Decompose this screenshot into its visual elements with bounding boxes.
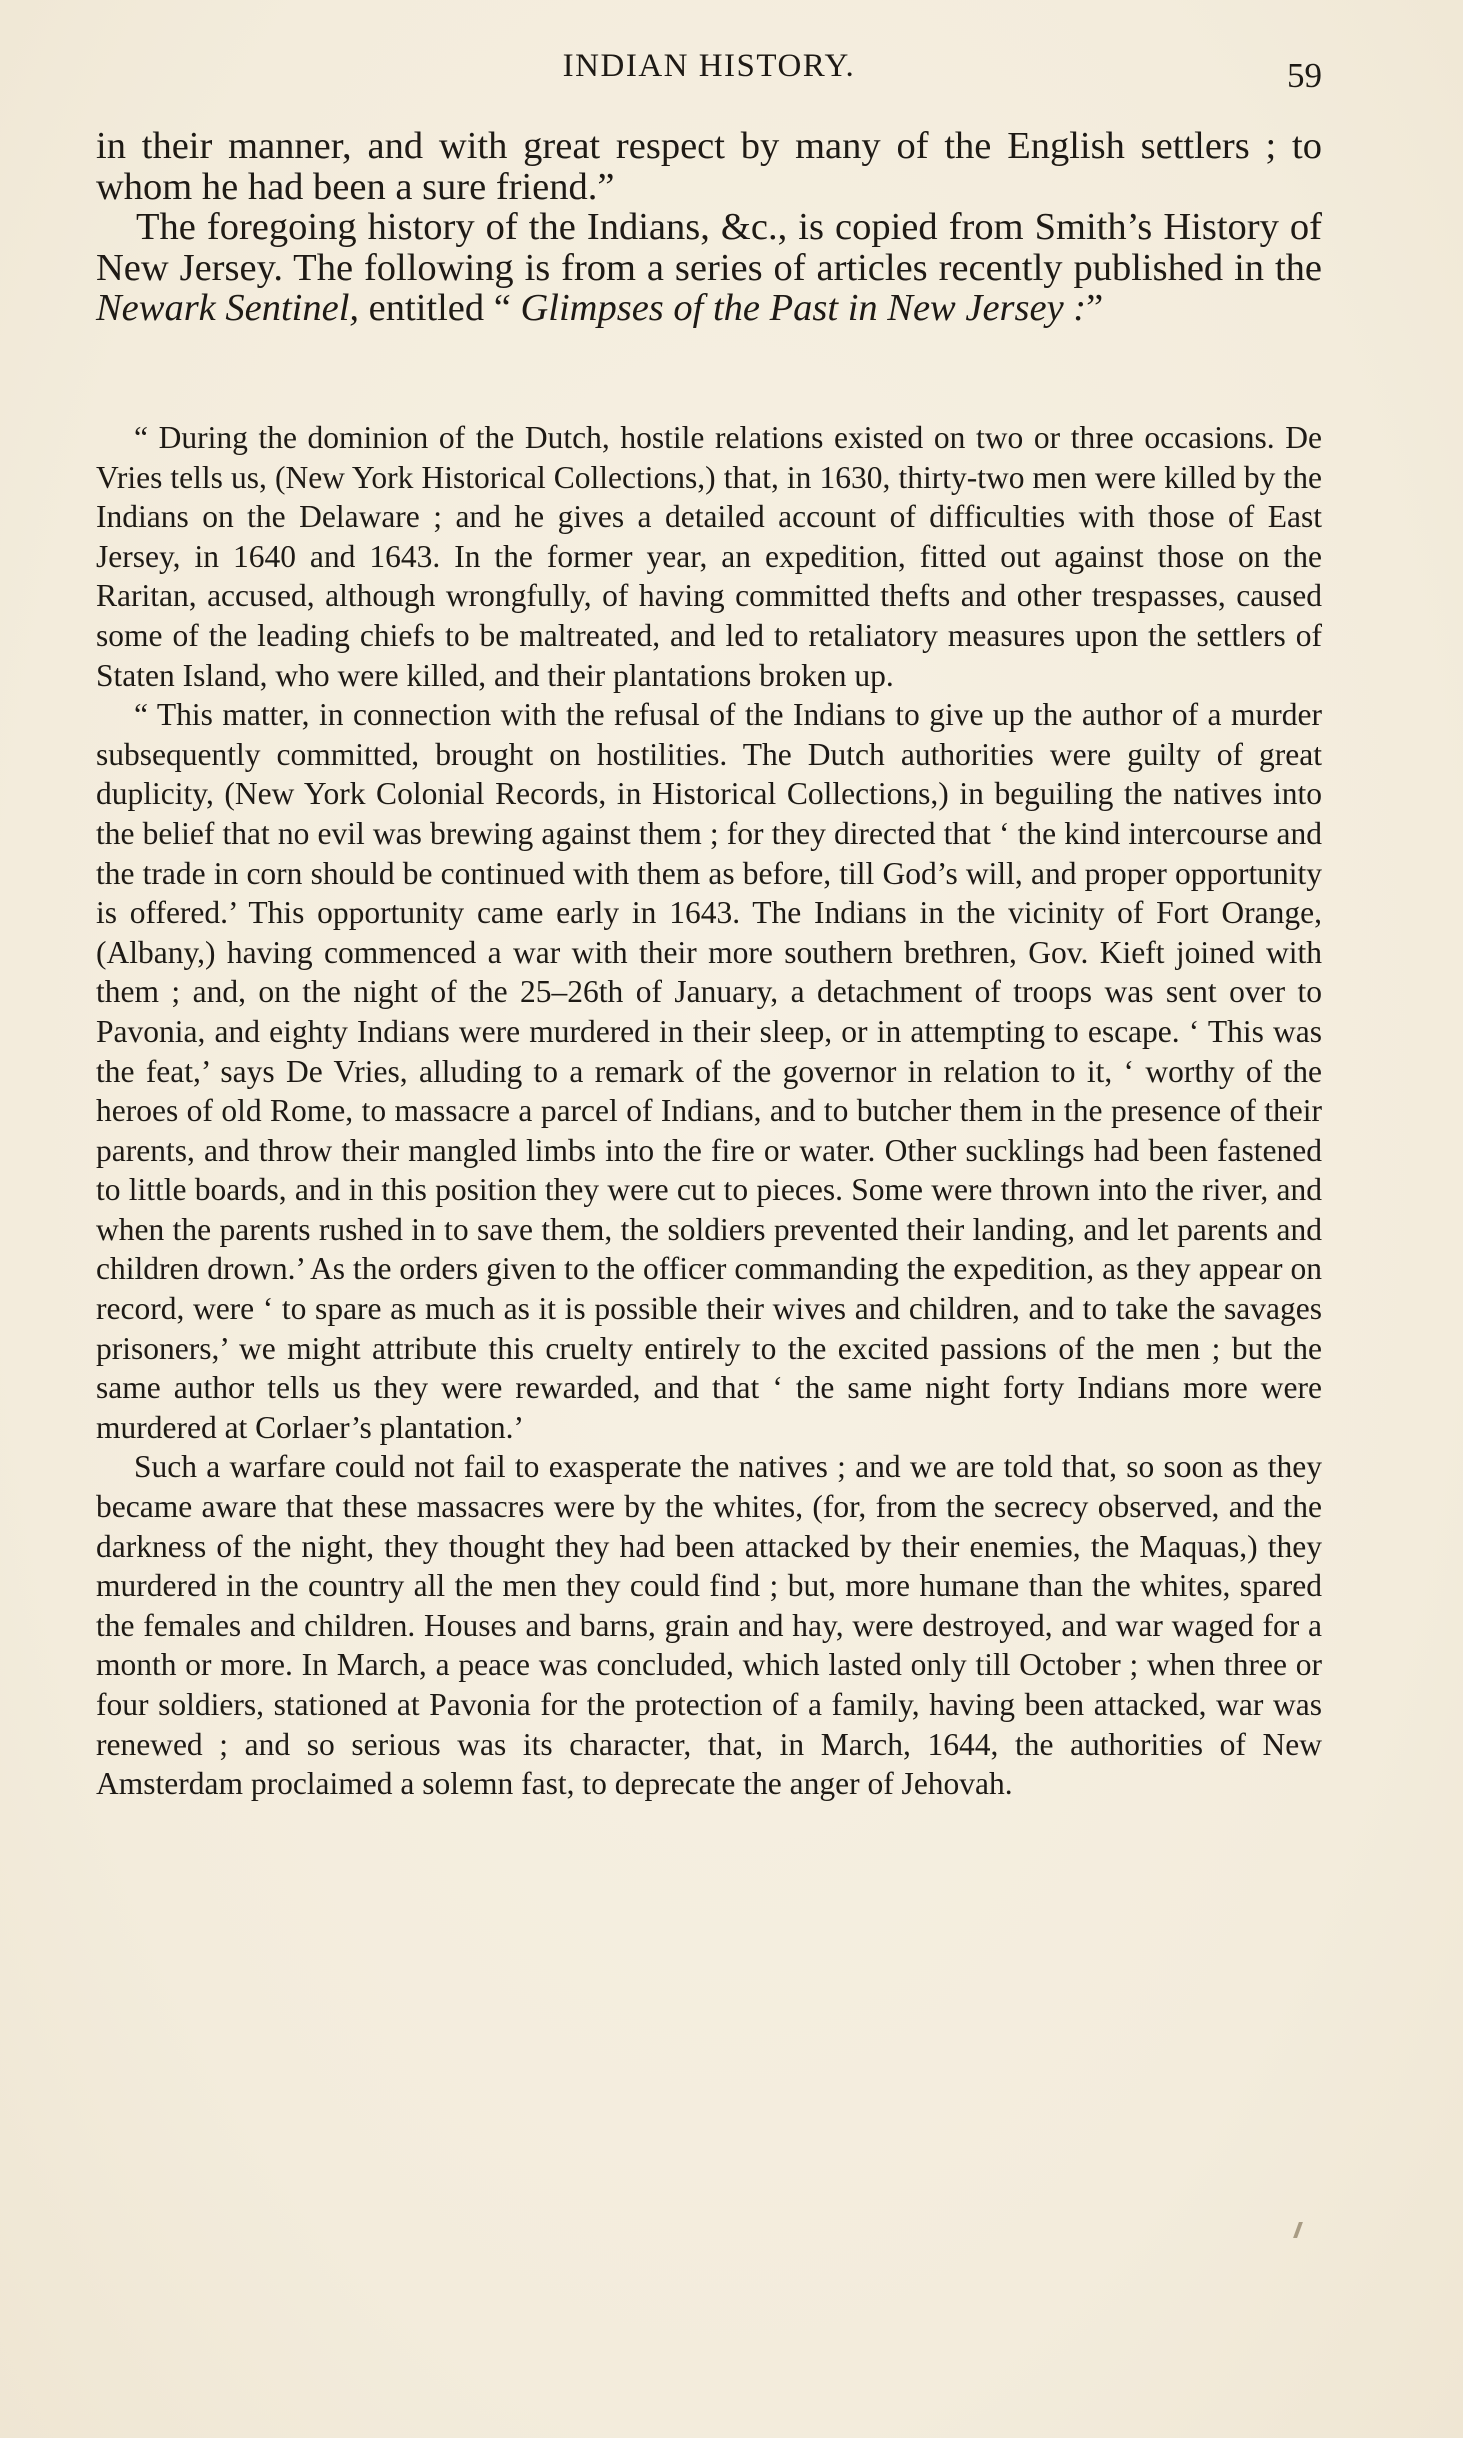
running-head: INDIAN HISTORY.: [562, 48, 856, 84]
intro-paragraph-1: in their manner, and with great respect by many of the English settlers ; to whom he had been a sure friend.”: [96, 125, 1322, 208]
quote-paragraph-1: “ During the dominion of the Dutch, hostile relations existed on two or three occasions. De Vries tells us, (New York Historical Collections,) that, in 1630, thirty-two men were killed by the Indians on the Delaware ; and he gives a detailed account of difficulties with those of East Jersey, in 1640 and 1643. In the former year, an expedition, fitted out against those on the Raritan, accused, although wrongfully, of having committed thefts and other trespasses, caused some of the leading chiefs to be maltreated, and led to retaliatory measures upon the settlers of Staten Island, who were killed, and their plantations broken up.: [96, 420, 1322, 693]
quoted-extract: [96, 418, 1322, 1804]
intro-paragraph-2: [96, 207, 1322, 329]
stray-ink-mark: [1293, 2222, 1303, 2238]
page-header: [96, 48, 1322, 95]
publication-title: Newark Sentinel,: [96, 287, 360, 329]
intro-text: [96, 126, 1322, 329]
intro-p2-text-b: entitled “: [359, 287, 521, 329]
page-number: 59: [1287, 56, 1322, 95]
article-series-title: Glimpses of the Past in New Jersey :: [520, 287, 1087, 329]
quote-paragraph-2: “ This matter, in connection with the refusal of the Indians to give up the author of a murder subsequently committed, brought on hostilities. The Dutch authorities were guilty of great duplicity, (New York Colonial Records, in Historical Collections,) in beguiling the natives into the belief that no evil was brewing against them ; for they directed that ‘ the kind intercourse and the trade in corn should be continued with them as before, till God’s will, and proper opportunity is offered.’ This opportunity came early in 1643. The Indians in the vicinity of Fort Orange, (Albany,) having commenced a war with their more southern brethren, Gov. Kieft joined with them ; and, on the night of the 25–26th of January, a detachment of troops was sent over to Pavonia, and eighty Indians were murdered in their sleep, or in attempting to escape. ‘ This was the feat,’ says De Vries, alluding to a remark of the governor in relation to it, ‘ worthy of the heroes of old Rome, to massacre a parcel of Indians, and to butcher them in the presence of their parents, and throw their mangled limbs into the fire or water. Other sucklings had been fastened to little boards, and in this position they were cut to pieces. Some were thrown into the river, and when the parents rushed in to save them, the soldiers prevented their landing, and let parents and children drown.’ As the orders given to the officer commanding the expedition, as they appear on record, were ‘ to spare as much as it is possible their wives and children, and to take the savages prisoners,’ we might attribute this cruelty entirely to the excited passions of the men ; but the same author tells us they were rewarded, and that ‘ the same night forty Indians more were murdered at Corlaer’s plantation.’: [96, 697, 1322, 1445]
quote-paragraph-3: Such a warfare could not fail to exasperate the natives ; and we are told that, so soon as they became aware that these massacres were by the whites, (for, from the secrecy observed, and the darkness of the night, they thought they had been attacked by their enemies, the Maquas,) they murdered in the country all the men they could find ; but, more humane than the whites, spared the females and children. Houses and barns, grain and hay, were destroyed, and war waged for a month or more. In March, a peace was concluded, which lasted only till October ; when three or four soldiers, stationed at Pavonia for the protection of a family, having been attacked, war was renewed ; and so serious was its character, that, in March, 1644, the authorities of New Amsterdam proclaimed a solemn fast, to deprecate the anger of Jehovah.: [96, 1449, 1322, 1802]
intro-p2-text-a: The foregoing history of the Indians, &c., is copied from Smith’s History of New Jersey. The following is from a series of articles recently published in the: [96, 206, 1322, 289]
intro-p2-text-c: ”: [1086, 287, 1104, 329]
